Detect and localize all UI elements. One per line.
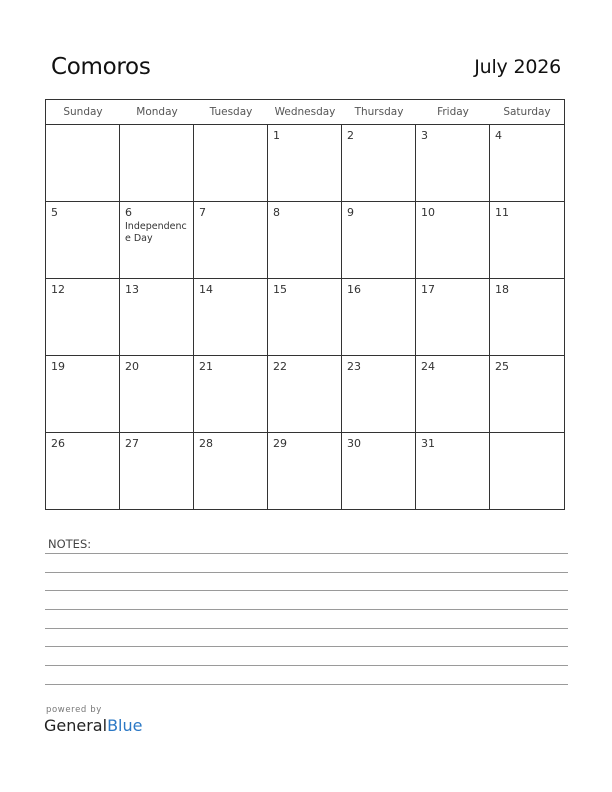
calendar-weeks — [46, 125, 564, 510]
day-number: 14 — [199, 283, 213, 296]
weekday-header — [46, 100, 564, 125]
week-row — [46, 356, 564, 433]
day-number: 22 — [273, 360, 287, 373]
day-number: 26 — [51, 437, 65, 450]
day-number: 25 — [495, 360, 509, 373]
day-cell — [120, 202, 194, 278]
note-line — [45, 646, 568, 647]
month-year-title: July 2026 — [474, 56, 561, 78]
day-cell — [46, 433, 120, 510]
day-number: 12 — [51, 283, 65, 296]
day-number: 4 — [495, 129, 502, 142]
day-number: 31 — [421, 437, 435, 450]
note-line — [45, 609, 568, 610]
day-cell — [268, 125, 342, 201]
day-number: 3 — [421, 129, 428, 142]
day-number: 7 — [199, 206, 206, 219]
day-cell — [46, 356, 120, 432]
day-cell — [416, 125, 490, 201]
day-number: 2 — [347, 129, 354, 142]
weekday-tuesday: Tuesday — [209, 106, 253, 118]
day-number: 20 — [125, 360, 139, 373]
powered-by-text: powered by — [46, 705, 102, 715]
day-number: 5 — [51, 206, 58, 219]
day-cell — [120, 125, 194, 201]
brand-general: General — [44, 716, 108, 735]
day-cell — [120, 433, 194, 510]
day-cell — [416, 279, 490, 355]
day-number: 19 — [51, 360, 65, 373]
day-number: 17 — [421, 283, 435, 296]
day-number: 29 — [273, 437, 287, 450]
day-cell — [194, 433, 268, 510]
day-cell — [490, 202, 564, 278]
week-row — [46, 202, 564, 279]
weekday-thursday: Thursday — [354, 106, 404, 118]
week-row — [46, 125, 564, 202]
country-title: Comoros — [51, 54, 151, 80]
day-cell — [194, 125, 268, 201]
day-cell — [268, 356, 342, 432]
day-cell — [194, 279, 268, 355]
day-cell — [194, 356, 268, 432]
day-number: 18 — [495, 283, 509, 296]
weekday-wednesday: Wednesday — [274, 106, 336, 118]
note-line — [45, 665, 568, 666]
day-cell — [490, 279, 564, 355]
weekday-sunday: Sunday — [63, 106, 103, 118]
day-cell — [342, 125, 416, 201]
note-line — [45, 572, 568, 573]
day-cell — [46, 125, 120, 201]
day-cell — [46, 279, 120, 355]
day-cell — [416, 202, 490, 278]
day-cell — [490, 125, 564, 201]
notes-label: NOTES: — [48, 537, 92, 551]
day-number: 30 — [347, 437, 361, 450]
weekday-friday: Friday — [437, 106, 469, 118]
day-number: 15 — [273, 283, 287, 296]
weekday-monday: Monday — [136, 106, 178, 118]
day-number: 13 — [125, 283, 139, 296]
day-cell — [342, 202, 416, 278]
day-cell — [120, 356, 194, 432]
day-number: 21 — [199, 360, 213, 373]
note-line — [45, 628, 568, 629]
week-row — [46, 279, 564, 356]
day-number: 23 — [347, 360, 361, 373]
day-cell — [268, 279, 342, 355]
day-number: 9 — [347, 206, 354, 219]
day-cell — [490, 356, 564, 432]
day-cell — [268, 202, 342, 278]
day-number: 27 — [125, 437, 139, 450]
day-cell — [416, 433, 490, 510]
day-cell — [342, 356, 416, 432]
weekday-saturday: Saturday — [503, 106, 551, 118]
brand-blue: Blue — [107, 716, 143, 735]
generalblue-logo[interactable] — [44, 716, 142, 735]
holiday-label: Independence Day — [125, 221, 187, 244]
day-cell — [120, 279, 194, 355]
day-number: 1 — [273, 129, 280, 142]
day-cell — [416, 356, 490, 432]
day-number: 28 — [199, 437, 213, 450]
day-number: 6 — [125, 206, 132, 219]
day-cell — [46, 202, 120, 278]
day-number: 24 — [421, 360, 435, 373]
day-number: 8 — [273, 206, 280, 219]
calendar-grid — [45, 99, 565, 510]
week-row — [46, 433, 564, 510]
day-number: 11 — [495, 206, 509, 219]
note-line — [45, 684, 568, 685]
day-cell — [342, 433, 416, 510]
note-line — [45, 553, 568, 554]
day-number: 16 — [347, 283, 361, 296]
day-cell — [490, 433, 564, 510]
day-number: 10 — [421, 206, 435, 219]
day-cell — [268, 433, 342, 510]
day-cell — [342, 279, 416, 355]
day-cell — [194, 202, 268, 278]
note-line — [45, 590, 568, 591]
